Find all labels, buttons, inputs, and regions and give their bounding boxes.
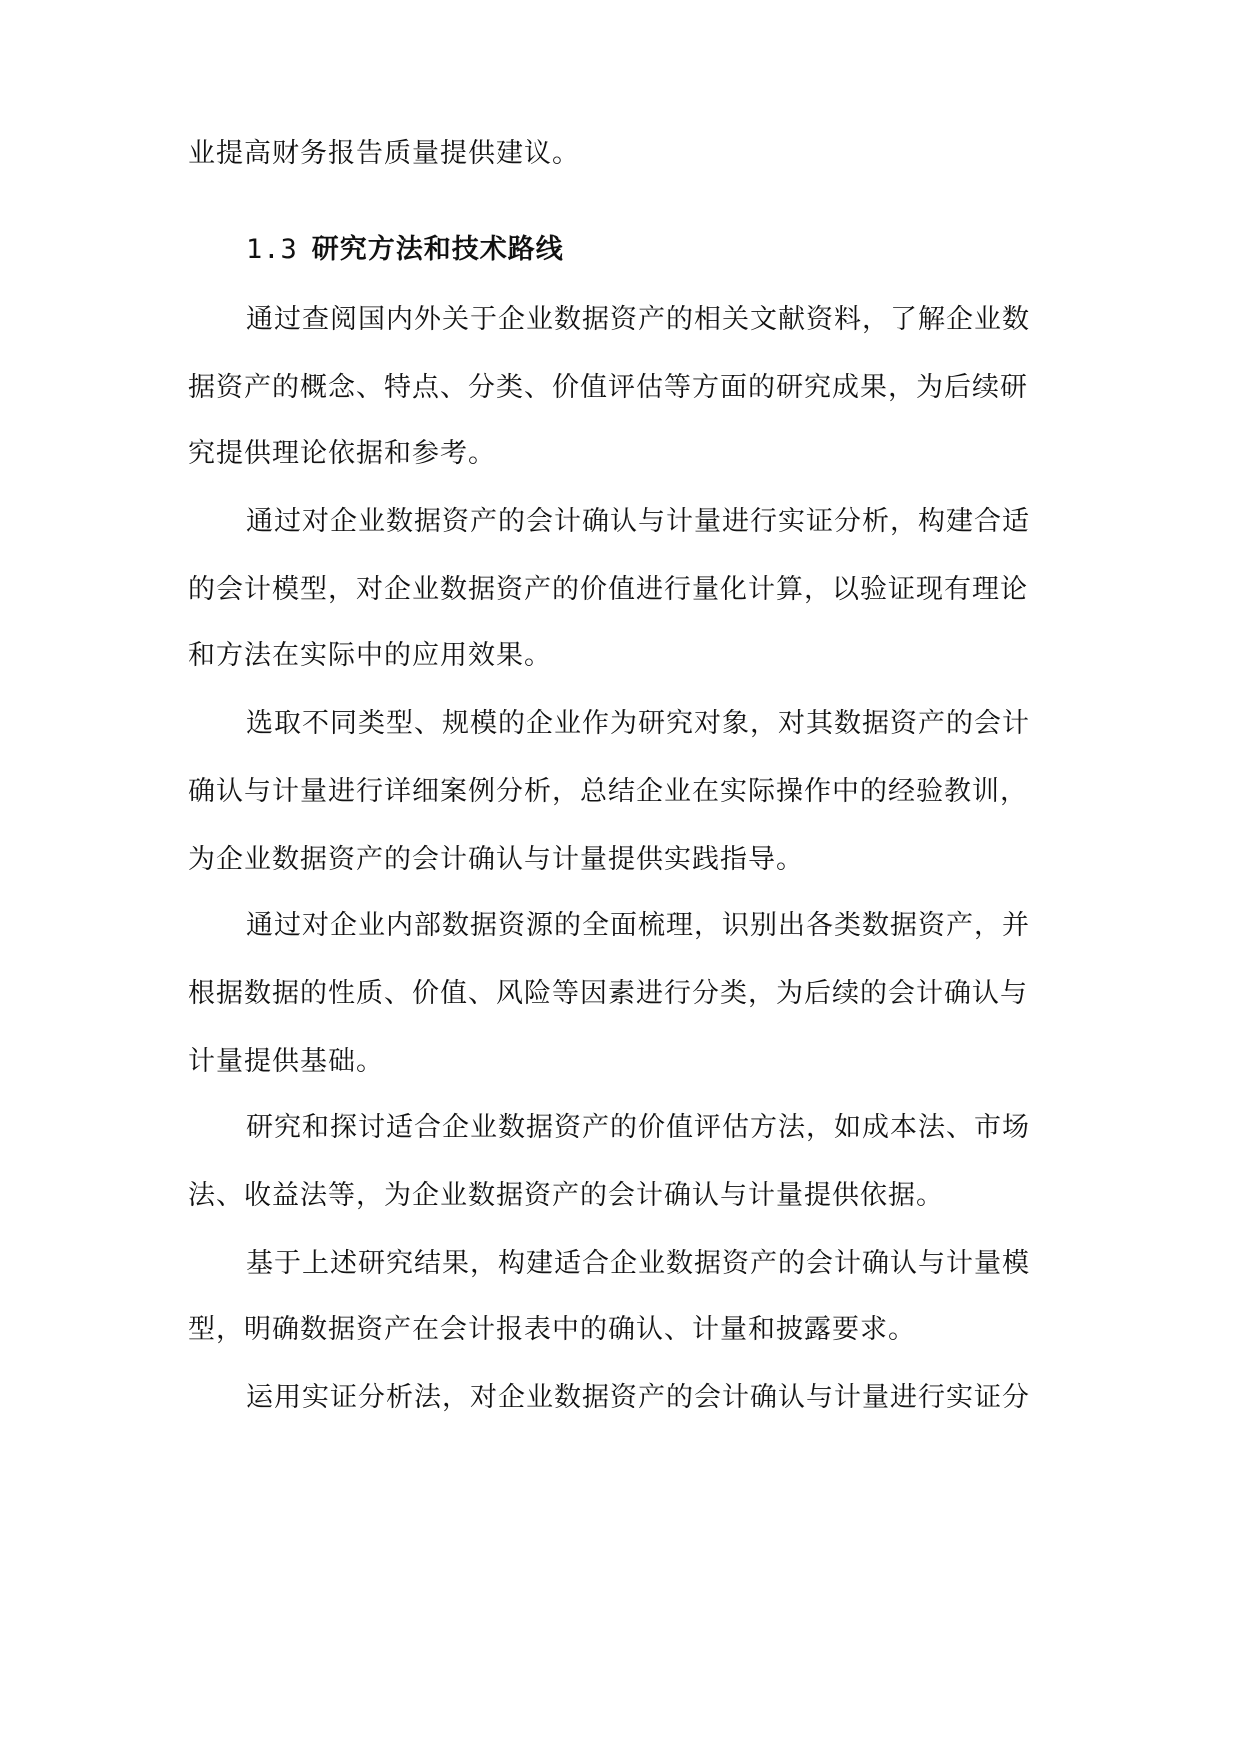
paragraph-line: 根据数据的性质、价值、风险等因素进行分类，为后续的会计确认与 — [188, 978, 1028, 1009]
paragraph-line: 和方法在实际中的应用效果。 — [188, 640, 552, 671]
paragraph-line: 法、收益法等，为企业数据资产的会计确认与计量提供依据。 — [188, 1180, 944, 1211]
paragraph-line: 业提高财务报告质量提供建议。 — [188, 138, 580, 169]
paragraph-line: 通过查阅国内外关于企业数据资产的相关文献资料，了解企业数 — [246, 304, 1030, 335]
section-number: 1.3 — [246, 234, 298, 265]
paragraph-line: 研究和探讨适合企业数据资产的价值评估方法，如成本法、市场 — [246, 1112, 1030, 1143]
paragraph-line: 确认与计量进行详细案例分析，总结企业在实际操作中的经验教训， — [188, 776, 1028, 807]
paragraph-line: 究提供理论依据和参考。 — [188, 438, 496, 469]
paragraph-line: 选取不同类型、规模的企业作为研究对象，对其数据资产的会计 — [246, 708, 1030, 739]
paragraph-line: 通过对企业数据资产的会计确认与计量进行实证分析，构建合适 — [246, 506, 1030, 537]
paragraph-line: 运用实证分析法，对企业数据资产的会计确认与计量进行实证分 — [246, 1382, 1030, 1413]
section-heading — [246, 230, 564, 270]
paragraph-line: 据资产的概念、特点、分类、价值评估等方面的研究成果，为后续研 — [188, 372, 1028, 403]
paragraph-line: 为企业数据资产的会计确认与计量提供实践指导。 — [188, 844, 804, 875]
section-title: 研究方法和技术路线 — [311, 234, 564, 265]
paragraph-line: 型，明确数据资产在会计报表中的确认、计量和披露要求。 — [188, 1314, 916, 1345]
paragraph-line: 的会计模型，对企业数据资产的价值进行量化计算，以验证现有理论 — [188, 574, 1028, 605]
paragraph-line: 通过对企业内部数据资源的全面梳理，识别出各类数据资产，并 — [246, 910, 1030, 941]
paragraph-line: 计量提供基础。 — [188, 1046, 384, 1077]
paragraph-line: 基于上述研究结果，构建适合企业数据资产的会计确认与计量模 — [246, 1248, 1030, 1279]
